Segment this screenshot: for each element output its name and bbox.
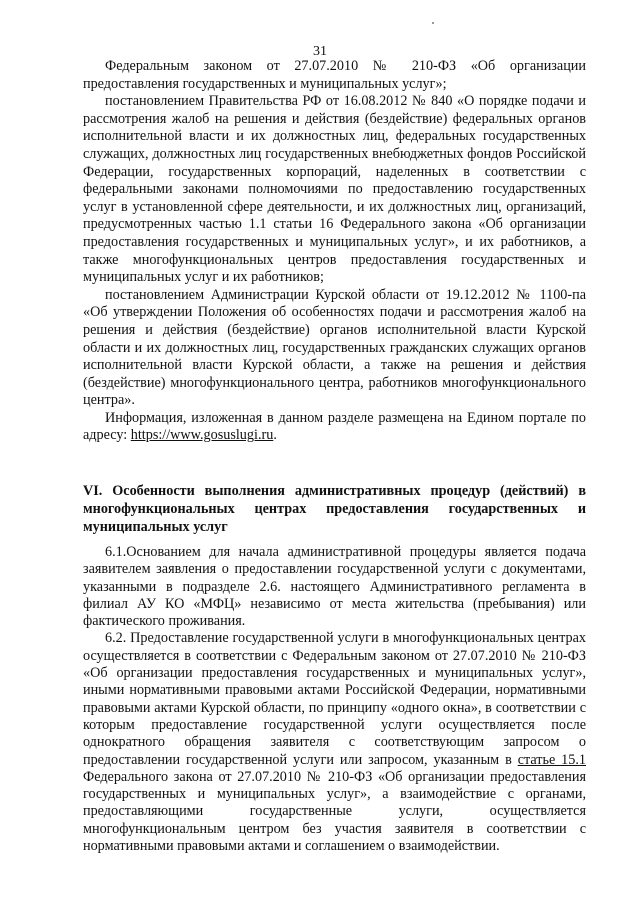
page-number: 31 [313,44,327,59]
scan-speck [432,22,434,24]
portal-info-end: . [273,427,277,444]
section-text-block [83,544,586,855]
section-heading: VI. Особенности выполнения административных процедур (действий) в многофункциональных центрах предоставления государственных и муниципальных услуг [83,483,586,535]
paragraph-6-1: 6.1.Основанием для начала административной процедуры является подача заявителем заявления о предоставлении государственной услуги с документами, указанными в подразделе 2.6. настоящего Административного регламента в филиал АУ КО «МФЦ» независимо от места жительства (пребывания) или фактического проживания. [83,544,586,630]
paragraph-government-resolution: постановлением Правительства РФ от 16.08.2012 № 840 «О порядке подачи и рассмотрения жалоб на решения и действия (бездействие) федеральных органов исполнительной власти и их должностных лиц, федеральных государственных служащих, должностных лиц государственных внебюджетных фондов Российской Федерации, государственных корпораций, наделенных в соответствии с федеральными законами полномочиями по предоставлению государственных услуг в установленной сфере деятельности, и их должностных лиц, организаций, предусмотренных частью 1.1 статьи 16 Федерального закона «Об организации предоставления государственных и муниципальных услуг», и их работников, а также многофункциональных центров предоставления государственных и муниципальных услуг и их работников; [83,93,586,286]
gosuslugi-link[interactable]: https://www.gosuslugi.ru [130,427,274,444]
portal-info-text: Информация, изложенная в данном разделе размещена на Едином портале по адресу: [83,409,586,444]
paragraph-6-2-part1: 6.2. Предоставление государственной услуги в многофункциональных центрах осуществляется в соответствии с Федеральным законом от 27.07.2010 № 210-ФЗ «Об организации предоставления государственных и муниципальных услуг», иными нормативными правовыми актами Российской Федерации, нормативными правовыми актами Курской области, по принципу «одного окна», в соответствии с которым предоставление государственной услуги осуществляется после однократного обращения заявителя с соответствующим запросом о предоставлении государственной услуги или запросом, указанным в [83,630,586,768]
paragraph-federal-law: Федеральным законом от 27.07.2010 № 210-ФЗ «Об организации предоставления государственных и муниципальных услуг»; [83,58,586,92]
paragraph-6-2 [83,630,586,855]
paragraph-kursk-resolution: постановлением Администрации Курской области от 19.12.2012 № 1100-па «Об утверждении Положения об особенностях подачи и рассмотрения жалоб на решения и действия (бездействие) органов исполнительной власти Курской области и их должностных лиц, государственных гражданских служащих органов исполнительной власти Курской области, а также на решения и действия (бездействие) многофункционального центра, работников многофункционального центра». [83,286,586,409]
paragraph-portal-info [83,410,586,445]
article-15-1-link[interactable]: статье 15.1 [517,751,586,768]
paragraph-6-2-part2: Федерального закона от 27.07.2010 № 210-ФЗ «Об организации предоставления государственных и муниципальных услуг», а взаимодействие с органами, предоставляющими государственные услуги, осуществляется многофункциональным центром без участия заявителя в соответствии с нормативными правовыми актами и соглашением о взаимодействии. [83,768,586,855]
top-text-block [83,58,586,445]
